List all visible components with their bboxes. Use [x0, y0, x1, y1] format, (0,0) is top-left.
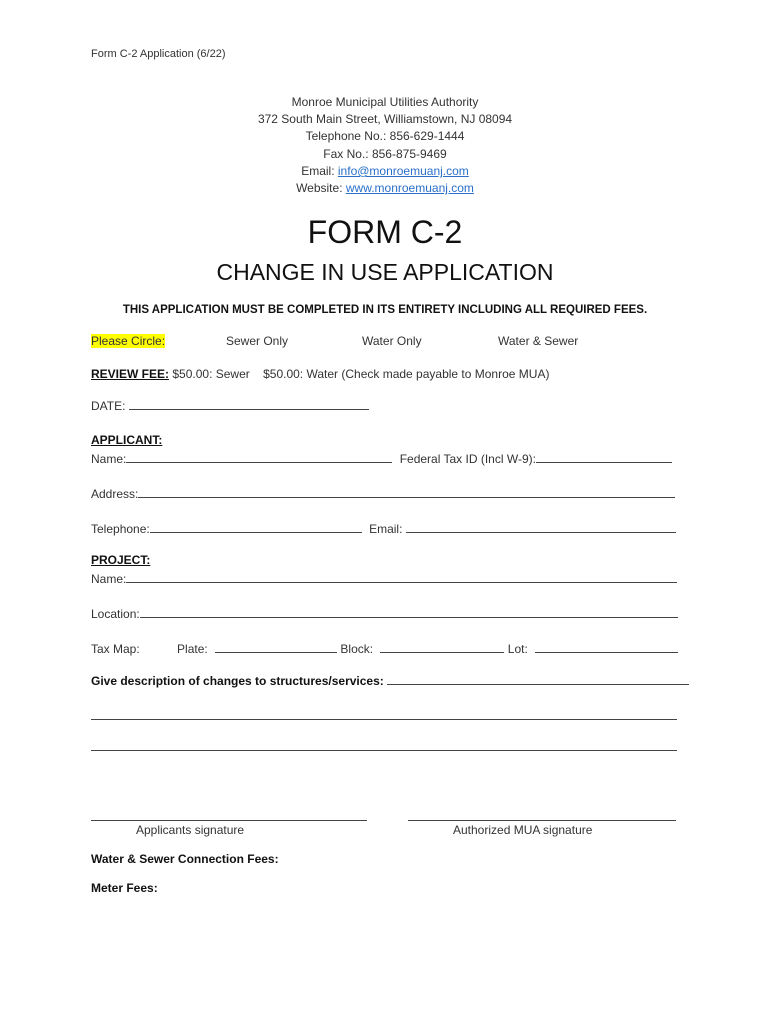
applicant-name-row [91, 451, 672, 466]
org-address: 372 South Main Street, Williamstown, NJ 08094 [257, 112, 513, 126]
org-fax: Fax No.: 856-875-9469 [323, 147, 447, 161]
applicant-telephone-field[interactable] [150, 521, 362, 533]
block-field[interactable] [380, 641, 504, 653]
applicant-signature-label: Applicants signature [136, 823, 245, 837]
review-fee-line [91, 367, 549, 381]
description-line-3[interactable] [91, 750, 677, 751]
applicant-contact-row [91, 521, 676, 536]
description-label: Give description of changes to structures/services: [91, 674, 384, 688]
mua-signature-label: Authorized MUA signature [453, 823, 593, 837]
tax-map-label: Tax Map: [91, 642, 140, 656]
tax-id-label: Federal Tax ID (Incl W-9): [399, 452, 536, 466]
applicant-email-label: Email: [369, 522, 403, 536]
plate-field[interactable] [215, 641, 337, 653]
tax-map-row [91, 641, 678, 656]
org-website-label: Website: [296, 181, 343, 195]
description-line-2[interactable] [91, 719, 677, 720]
mua-signature-line[interactable] [408, 820, 676, 821]
meter-fees-label: Meter Fees: [91, 881, 158, 895]
org-email-line [0, 164, 770, 178]
option-water-and-sewer[interactable]: Water & Sewer [498, 334, 579, 348]
org-telephone: Telephone No.: 856-629-1444 [305, 129, 465, 143]
date-label: DATE: [91, 399, 126, 413]
org-email-label: Email: [301, 164, 335, 178]
applicant-name-field[interactable] [126, 451, 392, 463]
project-location-label: Location: [91, 607, 140, 621]
tax-id-field[interactable] [536, 451, 672, 463]
date-row [91, 398, 369, 413]
form-title: FORM C-2 [307, 214, 463, 250]
review-fee-water: $50.00: Water (Check made payable to Monroe MUA) [263, 367, 550, 381]
completion-notice: THIS APPLICATION MUST BE COMPLETED IN ITS ENTIRETY INCLUDING ALL REQUIRED FEES. [122, 304, 648, 316]
block-label: Block: [340, 642, 374, 656]
applicant-email-field[interactable] [406, 521, 676, 533]
review-fee-label: REVIEW FEE: [91, 367, 170, 381]
org-email-link[interactable]: info@monroemuanj.com [337, 164, 469, 178]
applicant-signature-line[interactable] [91, 820, 367, 821]
option-water-only[interactable]: Water Only [362, 334, 422, 348]
connection-fees-label: Water & Sewer Connection Fees: [91, 852, 279, 866]
option-sewer-only[interactable]: Sewer Only [226, 334, 289, 348]
lot-label: Lot: [507, 642, 528, 656]
org-name: Monroe Municipal Utilities Authority [291, 95, 479, 109]
project-name-row [91, 571, 677, 586]
review-fee-sewer: $50.00: Sewer [172, 367, 250, 381]
form-version-note: Form C-2 Application (6/22) [91, 48, 226, 60]
circle-label: Please Circle: [91, 334, 166, 348]
project-name-label: Name: [91, 572, 127, 586]
project-location-field[interactable] [140, 606, 678, 618]
plate-label: Plate: [177, 642, 208, 656]
org-website-link[interactable]: www.monroemuanj.com [345, 181, 474, 195]
applicant-address-field[interactable] [138, 486, 675, 498]
applicant-name-label: Name: [91, 452, 127, 466]
project-name-field[interactable] [126, 571, 677, 583]
project-heading: PROJECT: [91, 553, 151, 567]
description-field-inline[interactable] [387, 673, 689, 685]
applicant-address-label: Address: [91, 487, 139, 501]
date-field[interactable] [129, 398, 369, 410]
applicant-heading: APPLICANT: [91, 433, 163, 447]
org-website-line [0, 181, 770, 195]
lot-field[interactable] [535, 641, 678, 653]
form-subtitle: CHANGE IN USE APPLICATION [216, 259, 554, 285]
project-location-row [91, 606, 678, 621]
applicant-address-row [91, 486, 675, 501]
applicant-telephone-label: Telephone: [91, 522, 150, 536]
description-row [91, 673, 689, 688]
